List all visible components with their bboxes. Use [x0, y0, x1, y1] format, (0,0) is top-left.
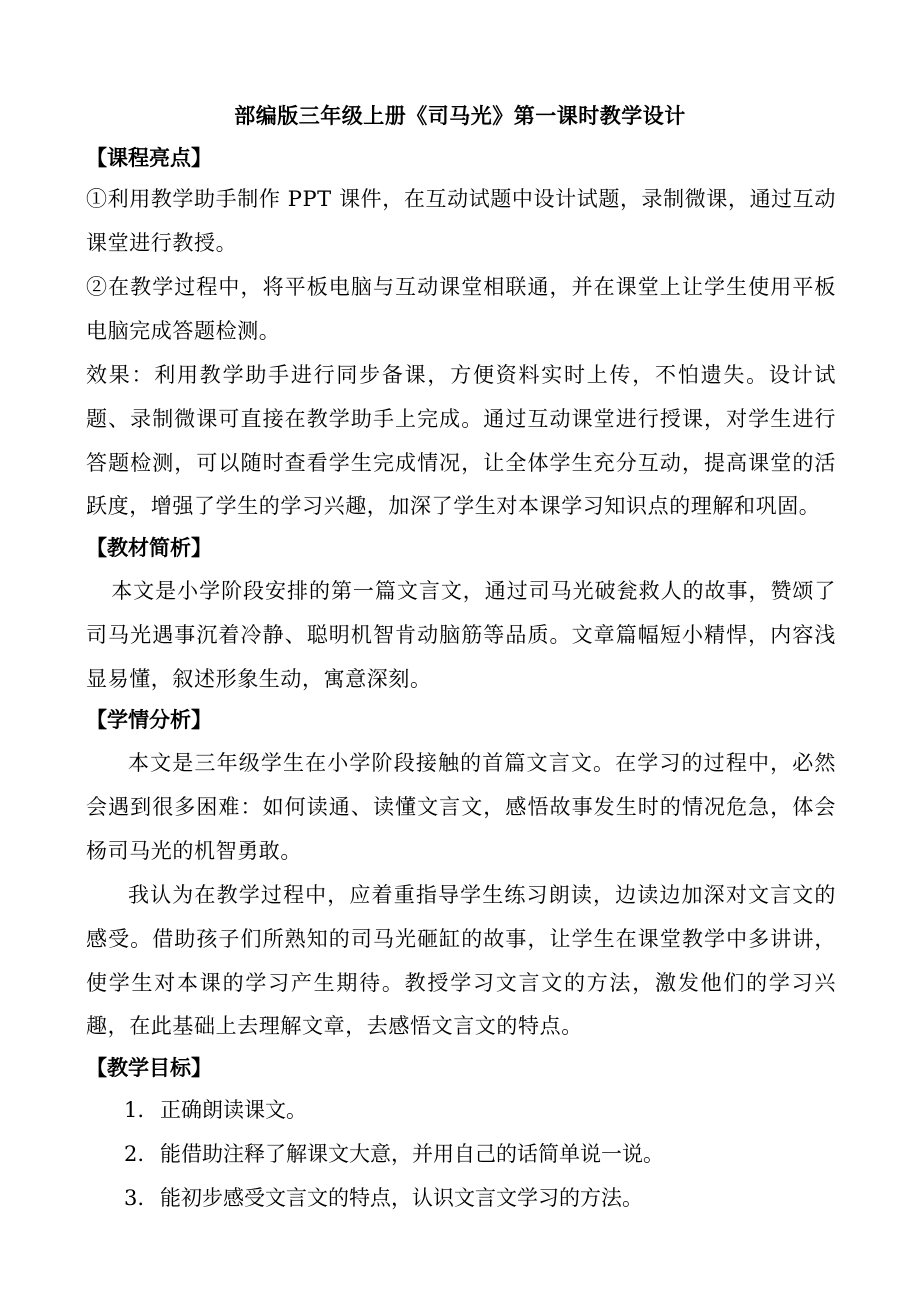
highlight-effect: 效果：利用教学助手进行同步备课，方便资料实时上传，不怕遗失。设计试题、录制微课可直接在教学助手上完成。通过互动课堂进行授课，对学生进行答题检测，可以随时查看学生完成情况，让全体学生充分互动，提高课堂的活跃度，增强了学生的学习兴趣，加深了学生对本课学习知识点的理解和巩固。 — [86, 363, 836, 519]
student-analysis-paragraph-2: 我认为在教学过程中，应着重指导学生练习朗读，边读边加深对文言文的感受。借助孩子们所熟知的司马光砸缸的故事，让学生在课堂教学中多讲讲，使学生对本课的学习产生期待。教授学习文言文的方法，激发他们的学习兴趣，在此基础上去理解文章，去感悟文言文的特点。 — [86, 883, 836, 1039]
goal-item — [124, 1090, 307, 1130]
goal-number: 1. — [124, 1098, 145, 1122]
section-heading-goals: 【教学目标】 — [86, 1055, 212, 1080]
goal-text: 能借助注释了解课文大意，并用自己的话简单说一说。 — [160, 1142, 664, 1166]
goal-item — [124, 1134, 664, 1174]
goal-text: 正确朗读课文。 — [160, 1098, 307, 1122]
highlight-item-2: ②在教学过程中，将平板电脑与互动课堂相联通，并在课堂上让学生使用平板电脑完成答题检测。 — [86, 275, 836, 343]
goal-number: 3. — [124, 1186, 145, 1210]
section-heading-students: 【学情分析】 — [86, 707, 212, 732]
highlight-item-1: ①利用教学助手制作 PPT 课件，在互动试题中设计试题，录制微课，通过互动课堂进行教授。 — [86, 187, 836, 255]
goal-number: 2. — [124, 1142, 145, 1166]
section-heading-textbook: 【教材简析】 — [86, 535, 212, 560]
document-title: 部编版三年级上册《司马光》第一课时教学设计 — [234, 103, 686, 128]
goal-item — [124, 1178, 643, 1218]
goal-text: 能初步感受文言文的特点，认识文言文学习的方法。 — [160, 1186, 643, 1210]
section-heading-highlights: 【课程亮点】 — [86, 145, 212, 170]
student-analysis-paragraph-1: 本文是三年级学生在小学阶段接触的首篇文言文。在学习的过程中，必然会遇到很多困难：如何读通、读懂文言文，感悟故事发生时的情况危急，体会杨司马光的机智勇敢。 — [86, 751, 836, 863]
textbook-analysis: 本文是小学阶段安排的第一篇文言文，通过司马光破瓮救人的故事，赞颂了司马光遇事沉着冷静、聪明机智肯动脑筋等品质。文章篇幅短小精悍，内容浅显易懂，叙述形象生动，寓意深刻。 — [86, 579, 836, 691]
